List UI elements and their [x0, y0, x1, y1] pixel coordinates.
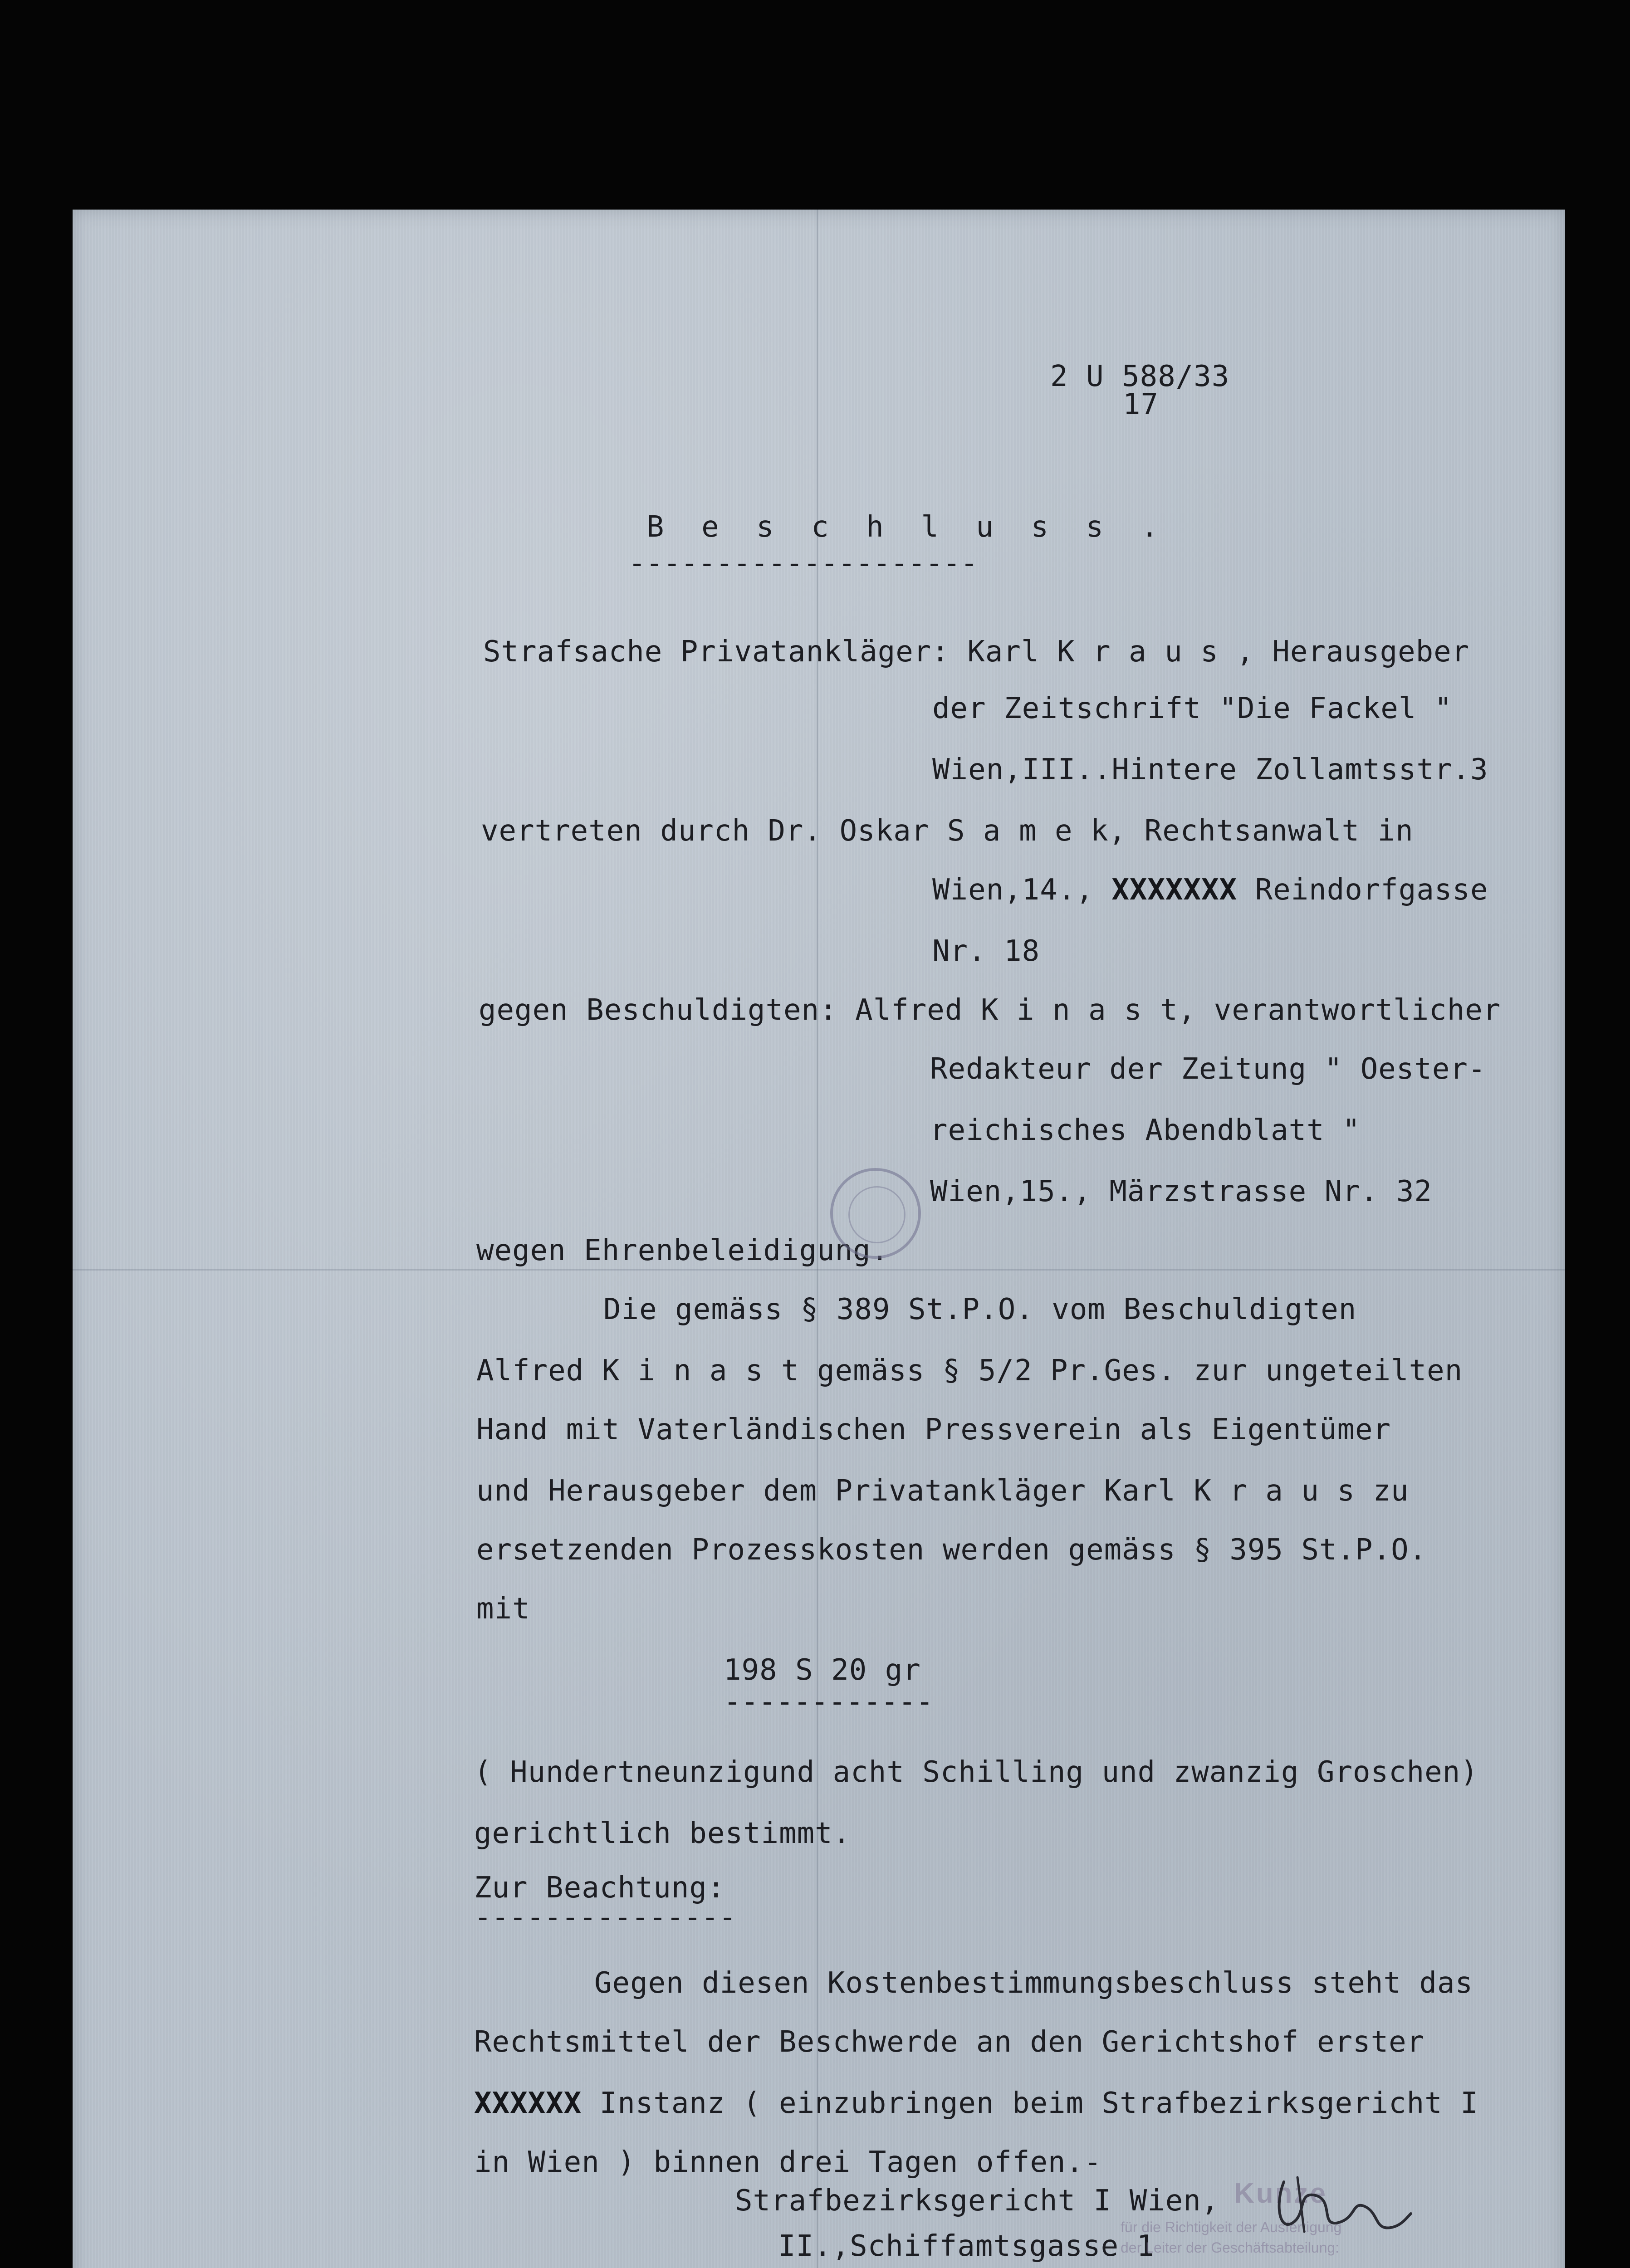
body-line-6: mit: [476, 1592, 530, 1626]
title-underline: --------------------: [628, 547, 978, 580]
document-sheet: [73, 210, 1565, 2268]
counsel-line-2: [932, 872, 1488, 908]
court-line-1: Strafbezirksgericht I Wien,: [735, 2184, 1219, 2218]
clerk-stamp-line-2: der Leiter der Geschäftsabteilung:: [1121, 2239, 1340, 2256]
body-line-5: ersetzenden Prozesskosten werden gemäss § 395 St.P.O.: [476, 1533, 1427, 1567]
clerk-stamp-name: Kunze: [1234, 2178, 1327, 2209]
counsel-line-2-suffix: Reindorfgasse: [1237, 873, 1488, 907]
counsel-line-2-prefix: Wien,14.,: [932, 873, 1112, 907]
amount-words-line-2: gerichtlich bestimmt.: [474, 1817, 851, 1850]
body-line-3: Hand mit Vaterländischen Pressverein als Eigentümer: [476, 1413, 1391, 1447]
struck-text: XXXXXXX: [1111, 873, 1238, 907]
court-seal-inner: [848, 1186, 906, 1243]
notice-line-3: [474, 2085, 1478, 2121]
file-sub-number: 17: [1123, 388, 1159, 421]
body-line-4: und Herausgeber dem Privatankläger Karl K r a u s zu: [476, 1474, 1409, 1508]
charge-line: wegen Ehrenbeleidigung.: [476, 1234, 889, 1267]
body-line-2: Alfred K i n a s t gemäss § 5/2 Pr.Ges. zur ungeteilten: [476, 1354, 1463, 1388]
notice-line-4: in Wien ) binnen drei Tagen offen.-: [474, 2146, 1102, 2179]
court-line-2: II.,Schiffamtsgasse 1: [778, 2229, 1155, 2263]
party-2-line-2: Redakteur der Zeitung " Oester-: [930, 1052, 1486, 1086]
fold-line-horizontal: [73, 1269, 1565, 1271]
amount-words-line-1: ( Hundertneunzigund acht Schilling und zwanzig Groschen): [474, 1755, 1478, 1789]
party-1-line-1: Strafsache Privatankläger: Karl K r a u s , Herausgeber: [483, 635, 1470, 669]
signature: [1266, 2164, 1415, 2245]
document-title: B e s c h l u s s .: [646, 510, 1169, 544]
notice-underline: ---------------: [474, 1901, 736, 1934]
party-2-line-3: reichisches Abendblatt ": [930, 1114, 1361, 1147]
notice-heading: Zur Beachtung:: [474, 1871, 725, 1905]
notice-line-2: Rechtsmittel der Beschwerde an den Gerichtshof erster: [474, 2025, 1425, 2059]
file-number: 2 U 588/33: [1050, 360, 1230, 393]
notice-line-3-suffix: Instanz ( einzubringen beim Strafbezirksgericht I: [582, 2087, 1478, 2120]
clerk-stamp-line-1: für die Richtigkeit der Ausfertigung: [1121, 2219, 1342, 2235]
struck-text: XXXXXX: [474, 2087, 582, 2120]
party-1-line-3: Wien,III..Hintere Zollamtsstr.3: [932, 753, 1488, 787]
amount: 198 S 20 gr: [724, 1653, 921, 1687]
notice-line-1: Gegen diesen Kostenbestimmungsbeschluss steht das: [594, 1966, 1473, 2000]
party-1-line-2: der Zeitschrift "Die Fackel ": [932, 692, 1453, 725]
party-2-line-1: gegen Beschuldigten: Alfred K i n a s t, verantwortlicher: [479, 993, 1501, 1027]
counsel-line-3: Nr. 18: [932, 934, 1040, 968]
amount-underline: ------------: [724, 1685, 934, 1719]
counsel-line-1: vertreten durch Dr. Oskar S a m e k, Rechtsanwalt in: [481, 814, 1414, 848]
body-line-1: Die gemäss § 389 St.P.O. vom Beschuldigten: [603, 1293, 1357, 1326]
party-2-line-4: Wien,15., Märzstrasse Nr. 32: [930, 1175, 1432, 1208]
court-seal: [830, 1168, 921, 1259]
